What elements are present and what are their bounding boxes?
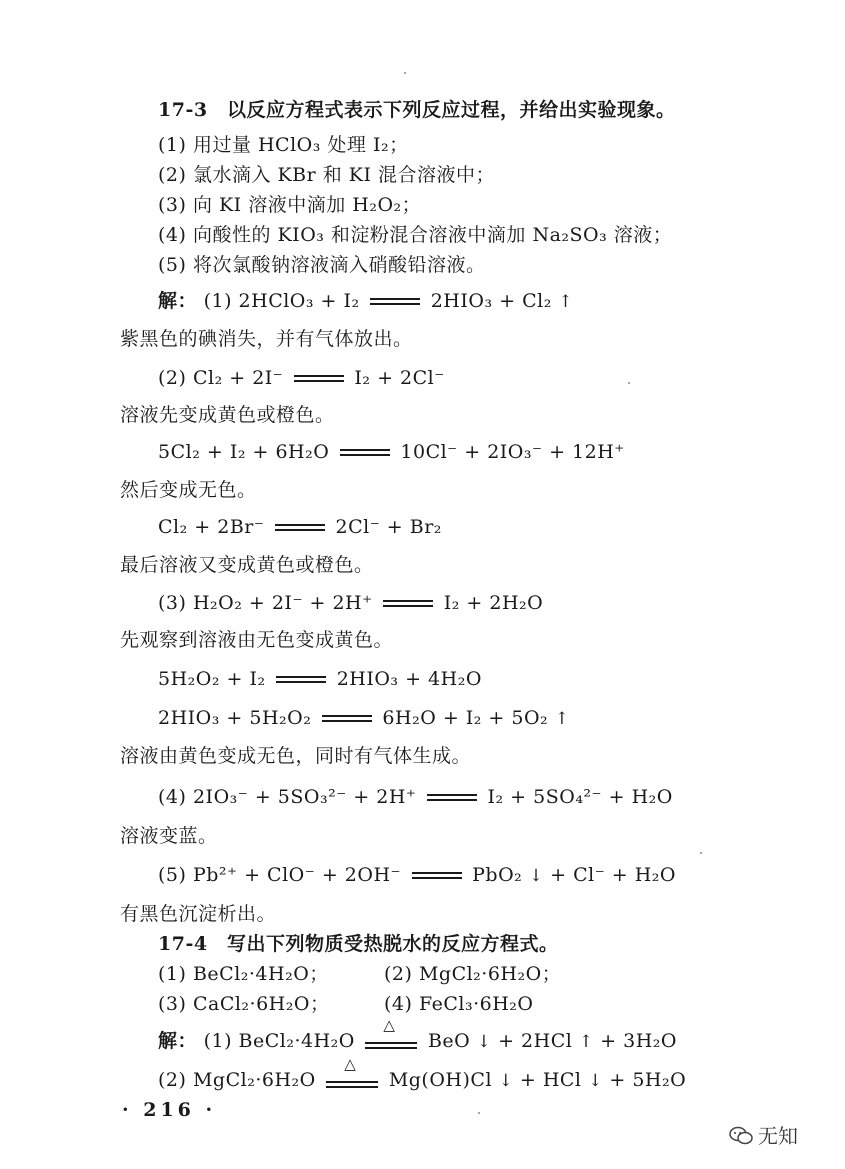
equation-rhs-water: + 3H₂O — [600, 1030, 677, 1052]
solution-2-note-2: 然后变成无色。 — [120, 479, 257, 501]
scan-speck — [628, 382, 630, 384]
equation-lhs: MgCl₂·6H₂O — [192, 1069, 316, 1091]
precipitate-arrow-icon: ↓ — [588, 1071, 603, 1091]
problem-17-3-item-1: (1) 用过量 HClO₃ 处理 I₂； — [158, 134, 409, 156]
equation-rhs: 10Cl⁻ + 2IO₃⁻ + 12H⁺ — [400, 441, 625, 463]
equals-sign — [340, 447, 390, 459]
watermark-text: 无知 — [758, 1124, 798, 1148]
solution-number: (1) — [203, 1030, 232, 1052]
equals-sign — [276, 674, 326, 686]
problem-17-3-item-4: (4) 向酸性的 KIO₃ 和淀粉混合溶液中滴加 Na₂SO₃ 溶液； — [158, 224, 673, 246]
equation-lhs: 5Cl₂ + I₂ + 6H₂O — [158, 441, 330, 463]
solution-label: 解： — [158, 290, 198, 312]
gas-arrow-icon: ↑ — [554, 709, 570, 729]
heat-triangle-icon: △ — [344, 1055, 357, 1073]
solution-number: (4) — [158, 786, 187, 808]
problem-17-4-item-3: (3) CaCl₂·6H₂O； — [158, 993, 330, 1015]
solution-1-equation — [158, 289, 573, 314]
equation-rhs: 2HIO₃ + Cl₂ — [430, 290, 552, 312]
equation-lhs: 5H₂O₂ + I₂ — [158, 668, 266, 690]
solution-4-note: 溶液变蓝。 — [120, 825, 218, 847]
solution-2-note-1: 溶液先变成黄色或橙色。 — [120, 404, 335, 426]
solution-number: (5) — [158, 864, 187, 886]
problem-17-3-item-2: (2) 氯水滴入 KBr 和 KI 混合溶液中； — [158, 164, 496, 186]
scan-speck — [404, 72, 406, 74]
equation-rhs: 2Cl⁻ + Br₂ — [335, 516, 442, 538]
problem-17-4-title: 17-4 写出下列物质受热脱水的反应方程式。 — [158, 933, 559, 955]
equation-rhs-gas: + 2HCl — [498, 1030, 573, 1052]
solution-3-equation-1 — [158, 591, 543, 615]
problem-17-4-solution-2 — [158, 1055, 687, 1093]
equals-sign — [322, 713, 372, 725]
gas-arrow-icon: ↑ — [578, 1032, 594, 1052]
equation-lhs: 2IO₃⁻ + 5SO₃²⁻ + 2H⁺ — [192, 786, 417, 808]
precipitate-arrow-icon: ↓ — [498, 1071, 514, 1091]
watermark — [728, 1120, 798, 1149]
equation-rhs-water: + 5H₂O — [609, 1069, 687, 1091]
equation-lhs: Pb²⁺ + ClO⁻ + 2OH⁻ — [192, 864, 402, 886]
solution-5-equation — [158, 863, 676, 888]
solution-number: (3) — [158, 592, 187, 614]
solution-4-equation — [158, 785, 673, 809]
solution-number: (2) — [158, 1069, 187, 1091]
solution-number: (2) — [158, 367, 187, 389]
solution-3-equation-2 — [158, 667, 482, 691]
equation-lhs: H₂O₂ + 2I⁻ + 2H⁺ — [192, 592, 373, 614]
equation-rhs: 6H₂O + I₂ + 5O₂ — [382, 707, 549, 729]
equals-sign — [370, 296, 420, 308]
problem-17-3-title: 17-3 以反应方程式表示下列反应过程，并给出实验现象。 — [158, 99, 676, 121]
equation-rhs-product: PbO₂ — [472, 864, 523, 886]
scan-speck — [478, 1112, 480, 1114]
precipitate-arrow-icon: ↓ — [476, 1032, 492, 1052]
equation-lhs: Cl₂ + 2Br⁻ — [158, 516, 265, 538]
equation-lhs: Cl₂ + 2I⁻ — [192, 367, 284, 389]
equation-rhs: 2HIO₃ + 4H₂O — [336, 668, 482, 690]
gas-arrow-icon: ↑ — [558, 292, 574, 312]
equation-rhs: I₂ + 2H₂O — [443, 592, 544, 614]
solution-3-equation-3 — [158, 706, 569, 731]
problem-17-4-item-2: (2) MgCl₂·6H₂O； — [384, 963, 562, 985]
solution-1-note: 紫黑色的碘消失，并有气体放出。 — [120, 328, 413, 350]
heat-triangle-icon: △ — [383, 1016, 396, 1034]
heat-equals-sign — [365, 1016, 417, 1054]
solution-2-equation-1 — [158, 366, 445, 390]
equation-rhs-product: BeO — [427, 1030, 471, 1052]
solution-3-note-1: 先观察到溶液由无色变成黄色。 — [120, 629, 394, 651]
equation-lhs: 2HClO₃ + I₂ — [238, 290, 360, 312]
equation-rhs: I₂ + 5SO₄²⁻ + H₂O — [487, 786, 673, 808]
equals-sign — [427, 792, 477, 804]
wechat-icon — [728, 1126, 754, 1146]
equals-sign — [275, 522, 325, 534]
scan-speck — [700, 852, 702, 854]
equation-lhs: 2HIO₃ + 5H₂O₂ — [158, 707, 312, 729]
solution-5-note: 有黑色沉淀析出。 — [120, 903, 277, 925]
equals-sign — [412, 870, 462, 882]
problem-17-3-item-3: (3) 向 KI 溶液中滴加 H₂O₂； — [158, 194, 422, 216]
problem-17-3-item-5: (5) 将次氯酸钠溶液滴入硝酸铅溶液。 — [158, 254, 486, 276]
equation-rhs-gas: + HCl — [519, 1069, 582, 1091]
solution-2-note-3: 最后溶液又变成黄色或橙色。 — [120, 554, 374, 576]
heat-equals-sign — [326, 1055, 378, 1093]
solution-3-note-2: 溶液由黄色变成无色，同时有气体生成。 — [120, 745, 472, 767]
solution-number: (1) — [203, 290, 232, 312]
equation-lhs: BeCl₂·4H₂O — [238, 1030, 355, 1052]
solution-label: 解： — [158, 1030, 198, 1052]
equals-sign — [294, 373, 344, 385]
equals-sign — [383, 598, 433, 610]
solution-2-equation-2 — [158, 440, 625, 464]
equation-rhs-rest: + Cl⁻ + H₂O — [550, 864, 676, 886]
precipitate-arrow-icon: ↓ — [528, 866, 544, 886]
equation-rhs: I₂ + 2Cl⁻ — [354, 367, 445, 389]
solution-2-equation-3 — [158, 515, 442, 539]
problem-17-4-item-1: (1) BeCl₂·4H₂O； — [158, 963, 329, 985]
equation-rhs-product: Mg(OH)Cl — [388, 1069, 493, 1091]
problem-17-4-solution-1 — [158, 1016, 677, 1054]
problem-17-4-item-4: (4) FeCl₃·6H₂O — [384, 993, 534, 1015]
page-number: · 216 · — [122, 1099, 217, 1121]
